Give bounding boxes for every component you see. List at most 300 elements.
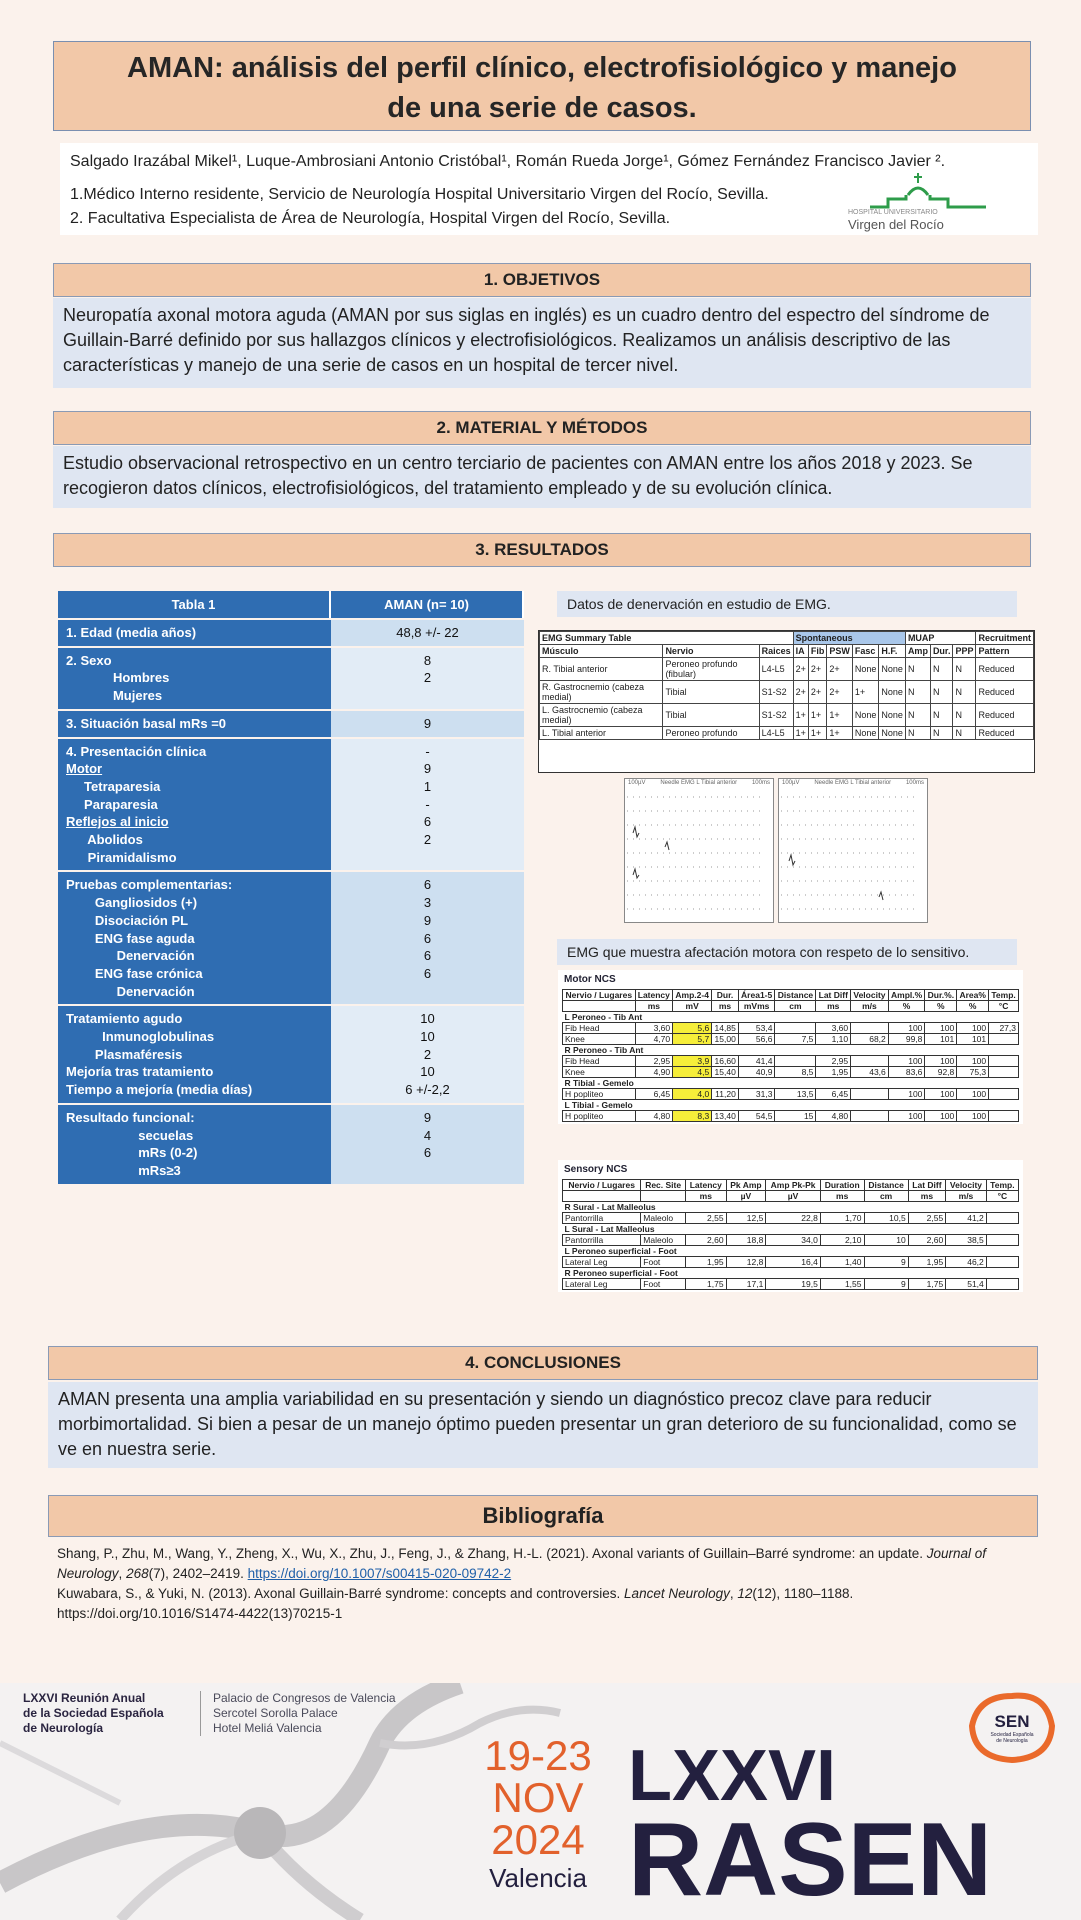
sensory-group-name: R Sural - Lat Malleolus — [563, 1202, 1019, 1213]
table-row — [58, 1006, 524, 1103]
venue-1: Palacio de Congresos de Valencia — [213, 1691, 396, 1705]
emg-cell: 2+ — [827, 681, 853, 704]
motor-cell: 3,60 — [635, 1023, 673, 1034]
sensory-cell — [986, 1235, 1018, 1246]
sensory-unit-cell: m/s — [946, 1191, 987, 1202]
motor-header-cell: Lat Diff — [816, 990, 851, 1001]
motor-cell: 4,5 — [673, 1067, 712, 1078]
table-row-value-line: - — [425, 743, 430, 759]
hospital-logo — [848, 169, 998, 233]
table-row-label — [58, 711, 331, 737]
emg-cell: 2+ — [793, 658, 808, 681]
emg-cell: N — [953, 681, 976, 704]
affiliation-1: 1.Médico Interno residente, Servicio de Neurología Hospital Universitario Virgen del Rocío, Sevilla. — [70, 186, 769, 203]
motor-unit-cell: % — [888, 1001, 925, 1012]
sensory-cell: 2,60 — [908, 1235, 945, 1246]
motor-cell: 1,95 — [816, 1067, 851, 1078]
emg-header-cell: Fib — [808, 645, 827, 658]
motor-cell: 100 — [888, 1056, 925, 1067]
emg-header-cell: Fasc — [852, 645, 879, 658]
motor-cell: 4,70 — [635, 1034, 673, 1045]
motor-cell: 56,6 — [738, 1034, 775, 1045]
sensory-header-cell: Distance — [864, 1180, 908, 1191]
ref1-pages: (7), 2402–2419. — [148, 1566, 248, 1581]
date-month: NOV — [492, 1774, 584, 1821]
sensory-cell: 18,8 — [726, 1235, 766, 1246]
congress-line-3: de Neurología — [23, 1721, 104, 1735]
table-row-value-line: 2 — [423, 832, 432, 848]
emg-cell: None — [852, 704, 879, 727]
sensory-cell: 2,55 — [908, 1213, 945, 1224]
motor-unit-cell: mV — [673, 1001, 712, 1012]
motor-cell: 100 — [888, 1111, 925, 1122]
table-row-value-line: 10 — [420, 1011, 435, 1027]
sensory-cell: 1,75 — [908, 1279, 945, 1290]
table-row-label-line: Inmunoglobulinas — [66, 1029, 215, 1045]
table-row-value-line: 4 — [423, 1127, 432, 1143]
table-row-value-line: 9 — [423, 715, 432, 731]
metodos-heading: 2. MATERIAL Y MÉTODOS — [53, 411, 1031, 445]
emg-cell: 1+ — [808, 727, 827, 740]
motor-cell: 8,3 — [673, 1111, 712, 1122]
motor-cell: 1,10 — [816, 1034, 851, 1045]
ref2-doi: https://doi.org/10.1016/S1474-4422(13)70215-1 — [57, 1606, 343, 1621]
sensory-cell: 1,55 — [820, 1279, 864, 1290]
sensory-cell — [986, 1279, 1018, 1290]
table-row-label — [58, 1105, 331, 1184]
emg-header-cell: Nervio — [663, 645, 759, 658]
table-row-label — [58, 620, 331, 646]
table-row-value-line: 8 — [423, 652, 432, 668]
wave-label-2: Needle EMG L Tibial anterior — [660, 780, 738, 786]
emg-cell: None — [879, 727, 906, 740]
ref2-pages: (12), 1180–1188. — [752, 1586, 854, 1601]
table-row-label-line: mRs≥3 — [66, 1162, 181, 1178]
sensory-cell: Pantorrilla — [563, 1235, 641, 1246]
emg-header-cell: Raices — [759, 645, 793, 658]
sensory-header-cell: Pk Amp — [726, 1180, 766, 1191]
motor-group-name: R Tibial - Gemelo — [563, 1078, 1019, 1089]
sensory-cell: 9 — [864, 1279, 908, 1290]
venue-2: Sercotel Sorolla Palace — [213, 1706, 338, 1720]
table-row-value-line: 48,8 +/- 22 — [396, 625, 459, 640]
motor-cell: 11,20 — [712, 1089, 739, 1100]
authors-block — [60, 143, 1038, 235]
motor-cell: 100 — [925, 1111, 957, 1122]
emg-cell: Reduced — [976, 658, 1034, 681]
motor-cell: 2,95 — [635, 1056, 673, 1067]
sensory-header-cell: Temp. — [986, 1180, 1018, 1191]
motor-unit-cell: ms — [635, 1001, 673, 1012]
ref2-authors: Kuwabara, S., & Yuki, N. (2013). Axonal Guillain-Barré syndrome: concepts and controversies. — [57, 1586, 625, 1601]
motor-cell: Knee — [563, 1067, 636, 1078]
motor-cell: 7,5 — [775, 1034, 816, 1045]
table-row-label-line: Tiempo a mejoría (media días) — [66, 1082, 253, 1098]
sensory-unit-cell — [641, 1191, 686, 1202]
sensory-cell: Lateral Leg — [563, 1257, 641, 1268]
congress-brand: RASEN — [628, 1802, 993, 1918]
motor-cell: 14,85 — [712, 1023, 739, 1034]
table-row-label-line: Disociación PL — [66, 912, 189, 928]
table-row-value-line: 9 — [423, 1109, 432, 1125]
motor-cell — [989, 1067, 1019, 1078]
sen-logo-sub: Sociedad Española de Neurología — [990, 1732, 1034, 1744]
emg-cell: None — [879, 658, 906, 681]
congress-line-2: de la Sociedad Española — [23, 1706, 164, 1720]
sensory-group-row — [563, 1202, 1019, 1213]
table-row-label-line: Reflejos al inicio — [66, 814, 169, 830]
table-row-label-line: Paraparesia — [66, 796, 158, 812]
emg-cell: S1-S2 — [759, 681, 793, 704]
sensory-cell: 19,5 — [766, 1279, 821, 1290]
motor-cell — [851, 1023, 889, 1034]
emg-header-cell: PSW — [827, 645, 853, 658]
bibliography-list — [57, 1544, 1022, 1624]
sensory-cell: 1,95 — [686, 1257, 727, 1268]
ref1-doi-link[interactable]: https://doi.org/10.1007/s00415-020-09742-2 — [247, 1566, 512, 1581]
sensory-cell: 16,4 — [766, 1257, 821, 1268]
emg-cell: 2+ — [827, 658, 853, 681]
emg-cell: 1+ — [793, 727, 808, 740]
sensory-cell: 41,2 — [946, 1213, 987, 1224]
sensory-cell: 9 — [864, 1257, 908, 1268]
results-table — [58, 589, 524, 1186]
table-row-label-line: Resultado funcional: — [66, 1109, 195, 1125]
table-row-label — [58, 1006, 331, 1103]
sensory-cell: 2,60 — [686, 1235, 727, 1246]
sensory-cell: Maleolo — [641, 1213, 686, 1224]
sensory-cell: 46,2 — [946, 1257, 987, 1268]
sensory-group-row — [563, 1224, 1019, 1235]
table-row-label-line: secuelas — [66, 1127, 194, 1143]
table-row — [563, 1257, 1019, 1268]
motor-header-cell: Dur.%. — [925, 990, 957, 1001]
motor-cell: 3,9 — [673, 1056, 712, 1067]
table-row-value — [331, 1105, 524, 1184]
emg-cell: S1-S2 — [759, 704, 793, 727]
affiliation-2: 2. Facultativa Especialista de Área de Neurología, Hospital Virgen del Rocío, Sevilla. — [70, 210, 671, 227]
sensory-header-cell: Amp Pk-Pk — [766, 1180, 821, 1191]
table-row-value-line: 6 +/-2,2 — [405, 1082, 450, 1098]
table-row — [563, 1111, 1019, 1122]
motor-cell: 4,80 — [635, 1111, 673, 1122]
motor-header-cell: Velocity — [851, 990, 889, 1001]
table-row-label-line: Tetraparesia — [66, 778, 161, 794]
emg-summary-table — [538, 630, 1035, 773]
motor-cell — [851, 1111, 889, 1122]
motor-header-cell: Area% — [957, 990, 989, 1001]
motor-cell: H popliteo — [563, 1111, 636, 1122]
sensory-units-row — [563, 1191, 1019, 1202]
wave-label-5: Needle EMG L Tibial anterior — [814, 780, 892, 786]
table-row-label-line: Plasmaféresis — [66, 1046, 183, 1062]
table-row-value — [331, 711, 524, 737]
emg-cell: L4-L5 — [759, 727, 793, 740]
table-row-label-line: 2. Sexo — [66, 652, 112, 668]
motor-cell: 68,2 — [851, 1034, 889, 1045]
motor-group-row — [563, 1100, 1019, 1111]
motor-cell — [851, 1056, 889, 1067]
table-row — [58, 872, 524, 1004]
sensory-header-cell: Latency — [686, 1180, 727, 1191]
ref1-authors: Shang, P., Zhu, M., Wang, Y., Zheng, X., Wu, X., Zhu, J., Feng, J., & Zhang, H.-L. (2021). Axonal variants of Guillain–Barré syndrome: an update. — [57, 1546, 927, 1561]
motor-cell: 31,3 — [738, 1089, 775, 1100]
table-row-label-line: Hombres — [66, 670, 170, 686]
congress-line-1: LXXVI Reunión Anual — [23, 1691, 146, 1705]
motor-cell: 83,6 — [888, 1067, 925, 1078]
ref2-volume: 12 — [737, 1586, 753, 1601]
motor-cell: 13,5 — [775, 1089, 816, 1100]
waveform-traces-left — [625, 787, 773, 917]
emg-title: EMG Summary Table — [540, 632, 794, 645]
table-row-value — [331, 648, 524, 709]
motor-cell: 100 — [888, 1089, 925, 1100]
table-row-value-line: 3 — [423, 895, 432, 911]
table-row-label-line: 1. Edad (media años) — [66, 625, 197, 640]
emg-cell: Reduced — [976, 681, 1034, 704]
motor-group-name: L Tibial - Gemelo — [563, 1100, 1019, 1111]
motor-group-row — [563, 1012, 1019, 1023]
motor-units-row — [563, 1001, 1019, 1012]
motor-cell: 16,60 — [712, 1056, 739, 1067]
motor-cell: 4,90 — [635, 1067, 673, 1078]
emg-cell: R. Tibial anterior — [540, 658, 663, 681]
emg-header-row — [540, 645, 1034, 658]
emg-header-cell: Dur. — [930, 645, 953, 658]
bibliografia-heading: Bibliografía — [48, 1495, 1038, 1537]
table-row-label-line: Motor — [66, 761, 103, 777]
table-row-label-line: Abolidos — [66, 832, 143, 848]
wave-label-6: 100ms — [905, 780, 924, 786]
motor-cell: 4,80 — [816, 1111, 851, 1122]
table-row-value-line: 2 — [423, 1046, 432, 1062]
objetivos-text: Neuropatía axonal motora aguda (AMAN por sus siglas en inglés) es un cuadro dentro del espectro del síndrome de Guillain-Barré definido por sus hallazgos clínicos y electrofisiológicos. Realizamos un análisis descriptivo de las características y manejo de una serie de casos en un hospital de tercer nivel. — [53, 298, 1031, 388]
table-row-value-line: 1 — [423, 778, 432, 794]
sensory-cell: 34,0 — [766, 1235, 821, 1246]
motor-unit-cell: mVms — [738, 1001, 775, 1012]
emg-cell: L. Tibial anterior — [540, 727, 663, 740]
sensory-cell: 10,5 — [864, 1213, 908, 1224]
emg-header-cell: Amp — [905, 645, 930, 658]
sensory-cell: Lateral Leg — [563, 1279, 641, 1290]
table-row — [540, 704, 1034, 727]
motor-cell — [851, 1089, 889, 1100]
motor-cell: 8,5 — [775, 1067, 816, 1078]
motor-header-cell: Dur. — [712, 990, 739, 1001]
motor-unit-cell: ms — [816, 1001, 851, 1012]
sensory-header-cell: Duration — [820, 1180, 864, 1191]
sensory-unit-cell: °C — [986, 1191, 1018, 1202]
table-row — [563, 1213, 1019, 1224]
motor-cell: 41,4 — [738, 1056, 775, 1067]
table-row-label-line: Denervación — [66, 983, 195, 999]
motor-cell: 15 — [775, 1111, 816, 1122]
sensory-header-cell: Nervio / Lugares — [563, 1180, 641, 1191]
emg-cell: N — [953, 658, 976, 681]
motor-cell: 43,6 — [851, 1067, 889, 1078]
ref1-sep: , — [118, 1566, 127, 1581]
objetivos-heading: 1. OBJETIVOS — [53, 263, 1031, 297]
table-row — [563, 1235, 1019, 1246]
congress-dates — [478, 1732, 598, 1895]
motor-cell — [989, 1089, 1019, 1100]
motor-cell — [989, 1056, 1019, 1067]
sensory-group-row — [563, 1246, 1019, 1257]
sensory-unit-cell: µV — [766, 1191, 821, 1202]
sensory-unit-cell: ms — [820, 1191, 864, 1202]
sensory-cell — [986, 1257, 1018, 1268]
table-row-label — [58, 648, 331, 709]
table-row — [563, 1279, 1019, 1290]
table-row-value-line: 6 — [423, 877, 432, 893]
motor-unit-cell: m/s — [851, 1001, 889, 1012]
sensory-unit-cell: cm — [864, 1191, 908, 1202]
emg-caption-2: EMG que muestra afectación motora con respeto de lo sensitivo. — [557, 939, 1017, 965]
motor-cell: 100 — [957, 1056, 989, 1067]
emg-cell: N — [905, 658, 930, 681]
motor-unit-cell — [563, 1001, 636, 1012]
motor-unit-cell: °C — [989, 1001, 1019, 1012]
motor-cell: 101 — [925, 1034, 957, 1045]
motor-cell: 13,40 — [712, 1111, 739, 1122]
logo-small-text: HOSPITAL UNIVERSITARIO — [848, 209, 938, 216]
motor-header-cell: Temp. — [989, 990, 1019, 1001]
table-row-value — [331, 872, 524, 1004]
sensory-header-row — [563, 1180, 1019, 1191]
motor-cell: 75,3 — [957, 1067, 989, 1078]
emg-cell: None — [852, 658, 879, 681]
venue-3: Hotel Meliá Valencia — [213, 1721, 322, 1735]
sensory-group-name: L Sural - Lat Malleolus — [563, 1224, 1019, 1235]
sensory-cell: 12,8 — [726, 1257, 766, 1268]
sensory-cell: Foot — [641, 1257, 686, 1268]
table-row-value-line: 9 — [423, 761, 432, 777]
sensory-cell: 38,5 — [946, 1235, 987, 1246]
emg-cell: 2+ — [808, 658, 827, 681]
sensory-cell: 1,75 — [686, 1279, 727, 1290]
table-row-label-line: Tratamiento agudo — [66, 1011, 183, 1027]
emg-cell: Tibial — [663, 681, 759, 704]
motor-cell: Fib Head — [563, 1056, 636, 1067]
emg-header-cell: PPP — [953, 645, 976, 658]
table-row — [58, 648, 524, 709]
motor-ncs — [558, 970, 1023, 1124]
motor-cell: 15,00 — [712, 1034, 739, 1045]
emg-cell: 2+ — [808, 681, 827, 704]
emg-group-spontaneous: Spontaneous — [793, 632, 905, 645]
motor-cell: 100 — [957, 1023, 989, 1034]
motor-group-name: L Peroneo - Tib Ant — [563, 1012, 1019, 1023]
emg-cell: 1+ — [827, 704, 853, 727]
motor-ncs-title: Motor NCS — [564, 974, 616, 985]
emg-cell: L. Gastrocnemio (cabeza medial) — [540, 704, 663, 727]
date-days: 19-23 — [484, 1732, 592, 1779]
motor-cell: 27,3 — [989, 1023, 1019, 1034]
sensory-header-cell: Velocity — [946, 1180, 987, 1191]
emg-cell: Peroneo profundo (fibular) — [663, 658, 759, 681]
sensory-group-name: L Peroneo superficial - Foot — [563, 1246, 1019, 1257]
motor-unit-cell: ms — [712, 1001, 739, 1012]
table-row-value-line: 6 — [423, 965, 432, 981]
table-row-value-line: 10 — [420, 1029, 435, 1045]
table-row — [563, 1023, 1019, 1034]
congress-venues — [200, 1691, 396, 1736]
table-row-value — [331, 739, 524, 871]
table-row-label-line: ENG fase aguda — [66, 930, 195, 946]
emg-cell: N — [953, 704, 976, 727]
sensory-cell: Foot — [641, 1279, 686, 1290]
emg-waveform-left — [624, 778, 774, 923]
motor-cell: 4,0 — [673, 1089, 712, 1100]
waveform-traces-right — [779, 787, 927, 917]
table-row — [563, 1034, 1019, 1045]
table-row-label — [58, 739, 331, 871]
motor-cell: Fib Head — [563, 1023, 636, 1034]
motor-cell: 5,7 — [673, 1034, 712, 1045]
wave-label-3: 100ms — [751, 780, 770, 786]
emg-group-recruitment: Recruitment — [976, 632, 1034, 645]
table-row-value-line: 6 — [423, 1145, 432, 1161]
motor-cell — [775, 1023, 816, 1034]
title-line-2: de una serie de casos. — [387, 92, 697, 124]
sensory-cell: 10 — [864, 1235, 908, 1246]
table-row — [58, 1105, 524, 1184]
sensory-cell: 51,4 — [946, 1279, 987, 1290]
table-row-value-line: - — [425, 796, 430, 812]
emg-cell: N — [930, 658, 953, 681]
emg-cell: 1+ — [852, 681, 879, 704]
motor-cell: 100 — [957, 1089, 989, 1100]
sensory-ncs — [558, 1160, 1023, 1292]
motor-header-cell: Nervio / Lugares — [563, 990, 636, 1001]
ref2-sep: , — [729, 1586, 738, 1601]
motor-header-cell: Amp.2-4 — [673, 990, 712, 1001]
motor-cell: 100 — [925, 1089, 957, 1100]
emg-cell: 1+ — [827, 727, 853, 740]
sensory-cell: Maleolo — [641, 1235, 686, 1246]
emg-group-muap: MUAP — [905, 632, 976, 645]
sensory-cell — [986, 1213, 1018, 1224]
motor-header-cell: Latency — [635, 990, 673, 1001]
emg-cell: Reduced — [976, 704, 1034, 727]
sensory-cell: 12,5 — [726, 1213, 766, 1224]
emg-cell: N — [930, 704, 953, 727]
table-header-col2: AMAN (n= 10) — [331, 591, 524, 618]
table-row-value-line: 6 — [423, 814, 432, 830]
table-row-value-line: 9 — [423, 912, 432, 928]
emg-cell: Reduced — [976, 727, 1034, 740]
table-row-value-line: 10 — [420, 1064, 435, 1080]
motor-group-row — [563, 1045, 1019, 1056]
sensory-cell: 2,10 — [820, 1235, 864, 1246]
motor-cell: 6,45 — [816, 1089, 851, 1100]
sensory-unit-cell: ms — [908, 1191, 945, 1202]
emg-cell: 1+ — [793, 704, 808, 727]
emg-header-cell: H.F. — [879, 645, 906, 658]
table-row — [563, 1089, 1019, 1100]
sensory-cell: 17,1 — [726, 1279, 766, 1290]
motor-cell — [989, 1111, 1019, 1122]
emg-cell: None — [852, 727, 879, 740]
table-row-label-line: 3. Situación basal mRs =0 — [66, 715, 227, 731]
motor-header-cell: Distance — [775, 990, 816, 1001]
authors-line: Salgado Irazábal Mikel¹, Luque-Ambrosiani Antonio Cristóbal¹, Román Rueda Jorge¹, Gómez Fernández Francisco Javier ². — [70, 153, 946, 170]
table-row-label-line: Denervación — [66, 948, 195, 964]
motor-cell: Knee — [563, 1034, 636, 1045]
date-city: Valencia — [489, 1863, 587, 1893]
motor-cell: 6,45 — [635, 1089, 673, 1100]
sensory-cell: 1,95 — [908, 1257, 945, 1268]
